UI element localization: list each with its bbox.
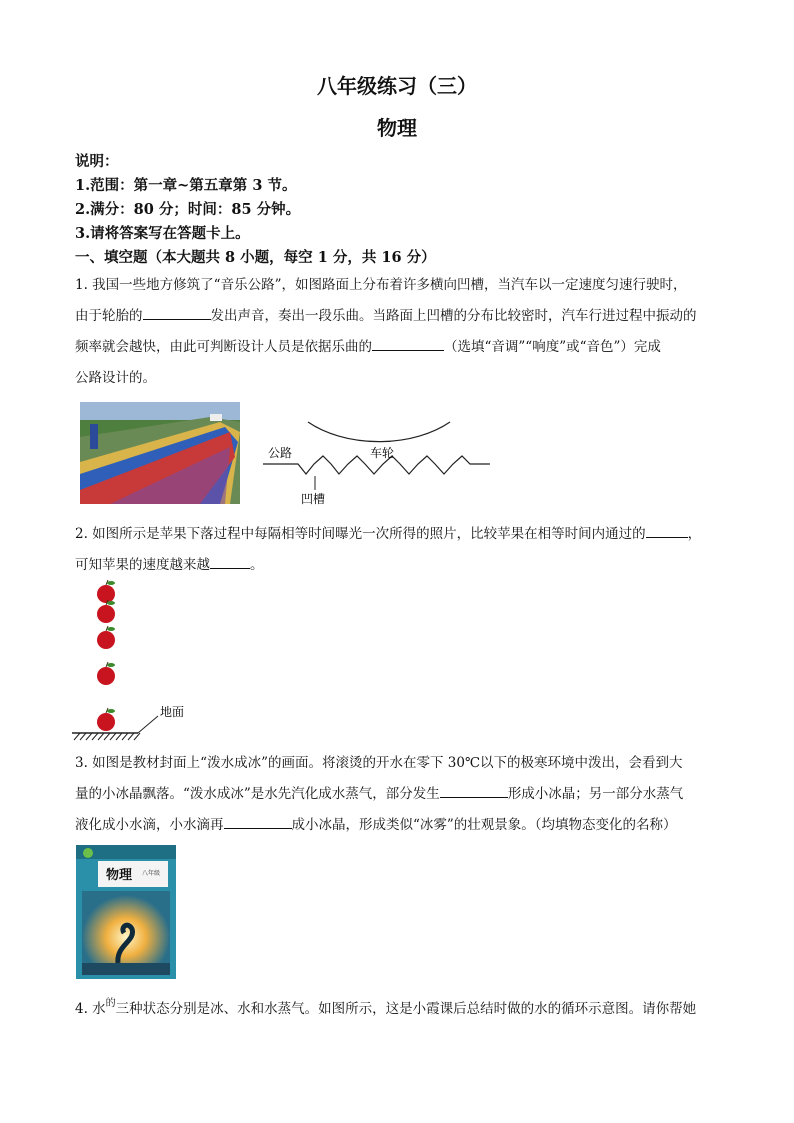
ground-label: 地面 — [160, 705, 185, 719]
notes-label: 说明： — [75, 153, 119, 170]
question-1: 1. 我国一些地方修筑了“音乐公路”，如图路面上分布着许多横向凹槽，当汽车以一定速度匀速行驶时， 由于轮胎的 发出声音，奏出一段乐曲。当路面上凹槽的分布比较密时，汽车行进过程中振动的 频率就会越快，由此可判断设计人员是依据乐曲的 （选填“音调”“响度”或“音色”）完成 公路设计的。 — [75, 277, 697, 386]
road-groove-diagram — [258, 410, 498, 510]
answer-blank[interactable] — [440, 783, 508, 798]
wheel-label: 车轮 — [370, 446, 395, 460]
note-item: 1.范围：第一章~第五章第 3 节。 — [75, 177, 297, 194]
answer-blank[interactable] — [372, 336, 444, 351]
answer-blank[interactable] — [143, 305, 211, 320]
note-item: 3.请将答案写在答题卡上。 — [75, 225, 250, 242]
cover-grade: 八年级 — [142, 870, 161, 877]
falling-apple-figure — [70, 580, 200, 746]
road-label: 公路 — [268, 446, 293, 460]
apple-icon — [97, 626, 115, 649]
apple-icon — [97, 580, 115, 603]
apple-icon — [97, 600, 115, 623]
question-4: 4. 水$^的$三种状态分别是冰、水和水蒸气。如图所示，这是小霞课后总结时做的水的循环示意图。请你帮她 — [75, 998, 697, 1017]
note-item: 2.满分：80 分；时间：85 分钟。 — [75, 201, 301, 218]
question-2: 2. 如图所示是苹果下落过程中每隔相等时间曝光一次所得的照片，比较苹果在相等时间内通过的 ， 可知苹果的速度越来越 。 — [75, 519, 720, 581]
apple-icon — [97, 708, 115, 731]
apple-icon — [97, 662, 115, 685]
music-road-photo — [80, 402, 240, 504]
answer-blank[interactable] — [646, 523, 688, 538]
groove-label: 凹槽 — [301, 492, 326, 506]
section-heading: 一、填空题（本大题共 8 小题，每空 1 分，共 16 分） — [75, 249, 436, 266]
page-title: 八年级练习（三） — [317, 74, 477, 98]
cover-title: 物理 — [106, 868, 133, 883]
answer-blank[interactable] — [224, 814, 292, 829]
question-3: 3. 如图是教材封面上“泼水成冰”的画面。将滚烫的开水在零下 30℃以下的极寒环境中泼出，会看到大 量的小冰晶飘落。“泼水成冰”是水先汽化成水蒸气，部分发生 形成小冰晶；另一部分水蒸气 液化成小水滴，小水滴再 成小冰晶，形成类似“冰雾”的壮观景象。（均填物态变化的名称） — [75, 755, 684, 833]
subject-title: 物理 — [377, 116, 417, 140]
textbook-cover-image — [76, 845, 176, 979]
answer-blank[interactable] — [210, 554, 250, 569]
